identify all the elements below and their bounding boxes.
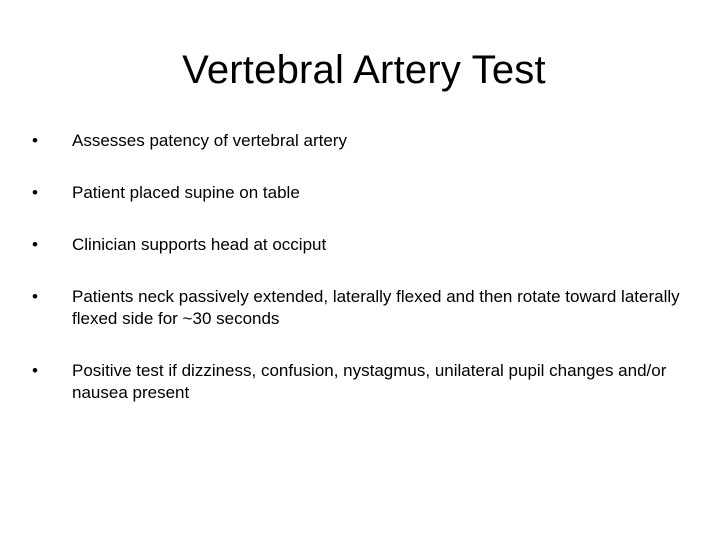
bullet-text: Patients neck passively extended, laterally flexed and then rotate toward laterally flexed side for ~30 seconds (72, 287, 680, 328)
bullet-text: Assesses patency of vertebral artery (72, 131, 347, 150)
bullet-icon: • (32, 131, 38, 150)
bullet-list (32, 130, 692, 434)
bullet-icon: • (32, 235, 38, 254)
list-item (32, 234, 692, 256)
bullet-text: Positive test if dizziness, confusion, nystagmus, unilateral pupil changes and/or nausea present (72, 361, 667, 402)
bullet-icon: • (32, 183, 38, 202)
slide-title: Vertebral Artery Test (182, 48, 546, 92)
bullet-icon: • (32, 361, 38, 380)
list-item (32, 182, 692, 204)
list-item (32, 360, 692, 404)
list-item (32, 286, 692, 330)
bullet-text: Clinician supports head at occiput (72, 235, 327, 254)
bullet-icon: • (32, 287, 38, 306)
list-item (32, 130, 692, 152)
bullet-text: Patient placed supine on table (72, 183, 300, 202)
